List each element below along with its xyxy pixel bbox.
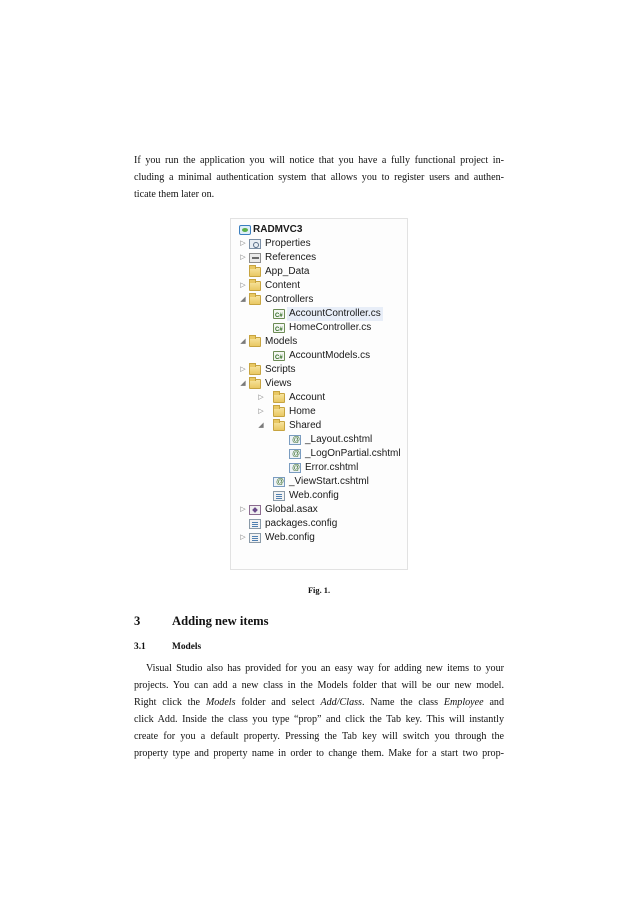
folder-open-icon [249, 337, 261, 347]
folder-open-icon [249, 379, 261, 389]
text-line: property type and property name in order to change them. Make for a start two prop- [134, 748, 504, 759]
text-line: cluding a minimal authentication system that allows you to register users and authen- [134, 172, 504, 183]
tree-item-label: _Layout.cshtml [305, 434, 373, 445]
folder-icon [249, 267, 261, 277]
text-line: click Add. Inside the class you type “prop” and click the Tab key. This will instantly [134, 714, 504, 725]
tree-item-label: App_Data [265, 266, 310, 277]
tree-item-label: AccountController.cs [289, 308, 381, 319]
properties-icon [249, 239, 261, 249]
tree-item-label: _LogOnPartial.cshtml [305, 448, 401, 459]
tree-item-label: Web.config [289, 490, 339, 501]
body-paragraph [134, 660, 504, 762]
expand-arrow-icon[interactable]: ▷ [258, 408, 264, 415]
expand-arrow-icon[interactable]: ▷ [240, 240, 246, 247]
collapse-arrow-icon[interactable]: ◢ [258, 422, 264, 429]
folder-icon [249, 281, 261, 291]
section-heading [134, 614, 269, 629]
text-run: Right click the [134, 697, 206, 708]
expand-arrow-icon[interactable]: ▷ [240, 534, 246, 541]
text-line: ticate them later on. [134, 189, 215, 200]
emphasis-employee: Employee [443, 697, 484, 708]
solution-explorer-figure [230, 218, 408, 570]
tree-item-label: Shared [289, 420, 322, 431]
config-file-icon [273, 491, 285, 501]
text-run: folder and select [235, 697, 321, 708]
intro-paragraph [134, 152, 504, 203]
subsection-title: Models [172, 642, 202, 652]
folder-icon [249, 365, 261, 375]
tree-item-label: Scripts [265, 364, 296, 375]
tree-item-label: _ViewStart.cshtml [289, 476, 369, 487]
cshtml-file-icon [289, 435, 301, 445]
text-line: projects. You can add a new class in the Models folder that will be our new model. [134, 680, 504, 691]
text-run: . Name the class [361, 697, 444, 708]
collapse-arrow-icon[interactable]: ◢ [240, 296, 246, 303]
folder-open-icon [249, 295, 261, 305]
text-run: and [483, 697, 505, 708]
section-title: Adding new items [172, 614, 269, 628]
cshtml-file-icon [289, 449, 301, 459]
text-line: If you run the application you will notice that you have a fully functional project in- [134, 155, 504, 166]
cshtml-file-icon [289, 463, 301, 473]
emphasis-add-class: Add/Class [320, 697, 362, 708]
folder-icon [273, 407, 285, 417]
cshtml-file-icon [273, 477, 285, 487]
tree-item-label: Properties [265, 238, 311, 249]
config-file-icon [249, 533, 261, 543]
project-icon [239, 225, 251, 235]
tree-item-label: AccountModels.cs [289, 350, 371, 361]
cs-file-icon [273, 323, 285, 333]
expand-arrow-icon[interactable]: ▷ [240, 366, 246, 373]
tree-item-label: Content [265, 280, 301, 291]
text-line: Visual Studio also has provided for you an easy way for adding new items to your [146, 663, 504, 674]
asax-file-icon [249, 505, 261, 515]
tree-item-label: HomeController.cs [289, 322, 372, 333]
config-file-icon [249, 519, 261, 529]
collapse-arrow-icon[interactable]: ◢ [240, 338, 246, 345]
tree-item-label: Web.config [265, 532, 315, 543]
figure-caption: Fig. 1. [307, 586, 331, 595]
expand-arrow-icon[interactable]: ▷ [240, 282, 246, 289]
expand-arrow-icon[interactable]: ▷ [240, 254, 246, 261]
folder-icon [273, 393, 285, 403]
cs-file-icon [273, 309, 285, 319]
tree-item-label: References [265, 252, 317, 263]
tree-item-label: Account [289, 392, 326, 403]
collapse-arrow-icon[interactable]: ◢ [240, 380, 246, 387]
tree-item-label: packages.config [265, 518, 338, 529]
tree-item-label: Models [265, 336, 298, 347]
tree-item-label: Error.cshtml [305, 462, 359, 473]
expand-arrow-icon[interactable]: ▷ [240, 506, 246, 513]
cs-file-icon [273, 351, 285, 361]
text-line: create for you a default property. Pressing the Tab key will switch you through the [134, 731, 504, 742]
expand-arrow-icon[interactable]: ▷ [258, 394, 264, 401]
text-line [134, 694, 504, 711]
tree-item-label: Controllers [265, 294, 314, 305]
references-icon [249, 253, 261, 263]
tree-item-label: Home [289, 406, 316, 417]
tree-item-label: Global.asax [265, 504, 318, 515]
subsection-heading [134, 642, 201, 652]
emphasis-models: Models [205, 697, 236, 708]
subsection-number: 3.1 [134, 642, 146, 652]
folder-open-icon [273, 421, 285, 431]
tree-item-label: Views [265, 378, 292, 389]
section-number: 3 [134, 614, 141, 628]
tree-item-label: RADMVC3 [253, 224, 303, 235]
